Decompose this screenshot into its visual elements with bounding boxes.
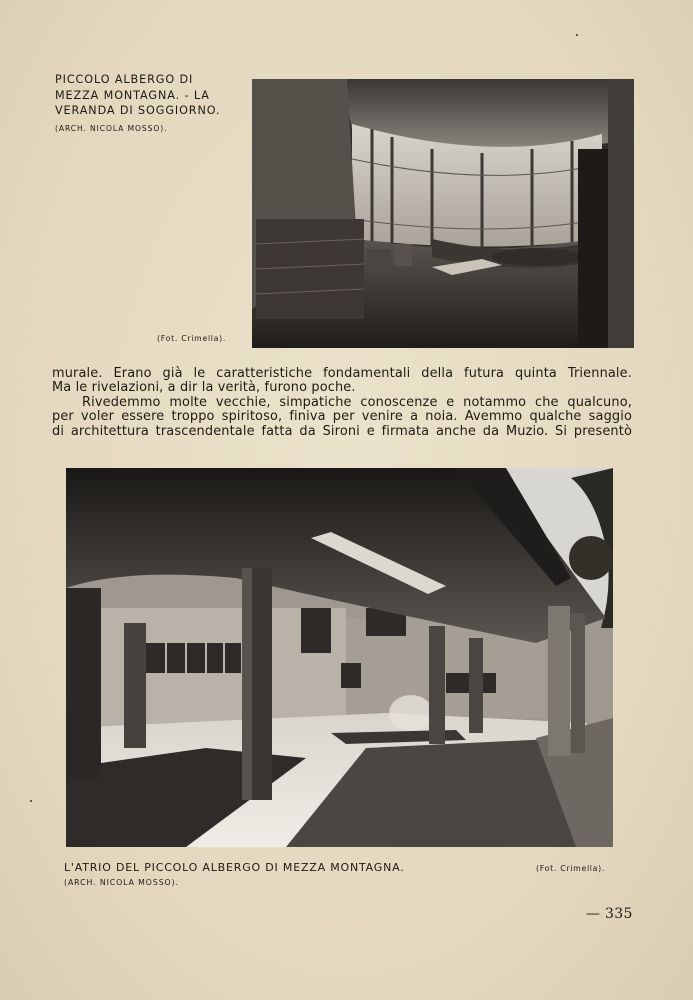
- page-number: — 335: [586, 906, 633, 922]
- body-line: Rivedemmo molte vecchie, simpatiche conoscenze e notammo che qualcuno,: [82, 394, 632, 410]
- paper-speck: [30, 800, 32, 802]
- photo-credit-bottom: (Fot. Crimella).: [536, 864, 606, 873]
- paper-speck: [576, 34, 578, 36]
- body-line: per voler essere troppo spiritoso, finiva per venire a noia. Avemmo qualche saggio: [52, 409, 632, 425]
- body-line: murale. Erano già le caratteristiche fondamentali della futura quinta Triennale.: [52, 366, 632, 381]
- caption-line: PICCOLO ALBERGO DI: [55, 73, 194, 86]
- caption-line: MEZZA MONTAGNA. - LA: [55, 88, 210, 102]
- veranda-photo: [252, 79, 634, 348]
- caption-line: VERANDA DI SOGGIORNO.: [55, 104, 221, 117]
- article-body-text: [52, 367, 632, 439]
- architect-credit: (ARCH. NICOLA MOSSO).: [64, 878, 179, 887]
- architect-credit: (ARCH. NICOLA MOSSO).: [55, 123, 168, 133]
- top-photo-caption: [55, 72, 245, 136]
- photo-credit-top: (Fot. Crimella).: [157, 334, 227, 343]
- body-line: Ma le rivelazioni, a dir la verità, furono poche.: [52, 380, 356, 396]
- body-line: di architettura trascendentale fatta da Sironi e firmata anche da Muzio. Si presentò: [52, 423, 632, 439]
- caption-title: L'ATRIO DEL PICCOLO ALBERGO DI MEZZA MONTAGNA.: [64, 861, 405, 874]
- bottom-photo-caption: [64, 860, 405, 890]
- atrium-photo: [66, 468, 613, 847]
